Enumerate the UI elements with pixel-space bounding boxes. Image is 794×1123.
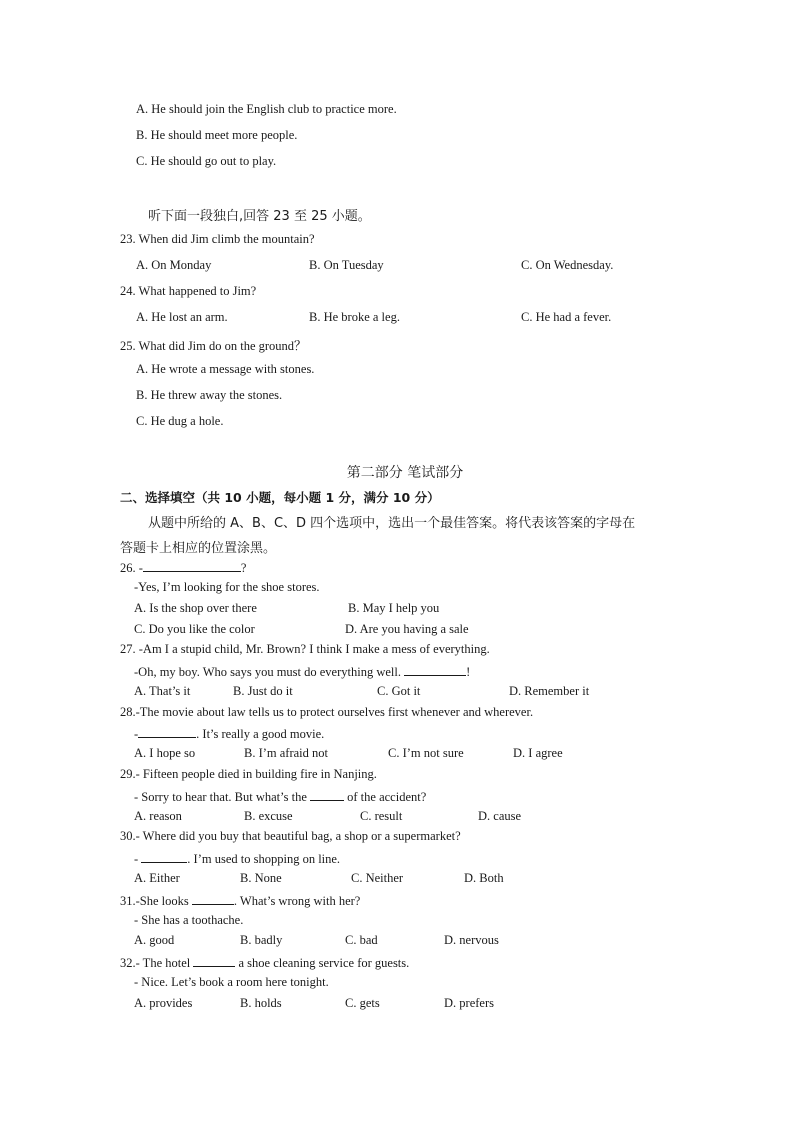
answer-blank (193, 954, 235, 967)
question-31-line1-post: . What’s wrong with her? (233, 894, 361, 908)
question-28-line1: 28.-The movie about law tells us to protect ourselves first whenever and wherever. (120, 705, 534, 719)
answer-blank (143, 559, 241, 572)
part2-title: 第二部分 笔试部分 (346, 465, 464, 481)
option-prev-b: B. He should meet more people. (136, 128, 298, 142)
question-30-line2-post: . I’m used to shopping on line. (187, 852, 341, 866)
question-25-option-a: A. He wrote a message with stones. (136, 362, 315, 376)
question-28-line2-pre: - (134, 727, 139, 741)
question-30-line2-pre: - (134, 852, 139, 866)
question-30-option-d: D. Both (464, 871, 504, 885)
question-27-line1: 27. -Am I a stupid child, Mr. Brown? I think I make a mess of everything. (120, 642, 490, 656)
answer-blank (310, 788, 344, 801)
question-29-option-d: D. cause (478, 809, 522, 823)
answer-blank (192, 892, 234, 905)
question-26-line2: -Yes, I’m looking for the shoe stores. (134, 580, 320, 594)
question-24-option-b: B. He broke a leg. (309, 310, 400, 324)
question-27-line2-text: -Oh, my boy. Who says you must do everything well. (134, 665, 401, 679)
question-29-line2-post: of the accident? (347, 790, 427, 804)
question-23-option-c: C. On Wednesday. (521, 258, 614, 272)
question-27-option-d: D. Remember it (509, 684, 590, 698)
question-27-option-b: B. Just do it (233, 684, 293, 698)
answer-blank (141, 850, 187, 863)
option-prev-c: C. He should go out to play. (136, 154, 277, 168)
question-31-option-b: B. badly (240, 933, 283, 947)
question-29-line2 (134, 788, 426, 805)
question-28-line2-post: . It’s really a good movie. (196, 727, 325, 741)
question-26-number: 26. - (120, 561, 143, 575)
question-28-line2 (134, 725, 324, 742)
answer-blank (404, 663, 466, 676)
question-26-option-c: C. Do you like the color (134, 622, 255, 636)
question-29-option-b: B. excuse (244, 809, 293, 823)
question-32-option-c: C. gets (345, 996, 380, 1010)
question-28-option-d: D. I agree (513, 746, 563, 760)
section2-heading: 二、选择填空（共 10 小题，每小题 1 分，满分 10 分） (120, 490, 440, 505)
question-26-end: ? (240, 561, 247, 575)
question-25-option-c: C. He dug a hole. (136, 414, 224, 428)
question-31-line1 (120, 892, 360, 909)
question-29-line1: 29.- Fifteen people died in building fire in Nanjing. (120, 767, 377, 781)
question-27-option-c: C. Got it (377, 684, 421, 698)
question-31-line1-pre: 31.-She looks (120, 894, 189, 908)
answer-blank (138, 725, 196, 738)
section2-instructions-line2: 答题卡上相应的位置涂黑。 (120, 541, 277, 556)
question-32-line2: - Nice. Let’s book a room here tonight. (134, 975, 329, 989)
question-23-option-b: B. On Tuesday (309, 258, 384, 272)
question-28-option-a: A. I hope so (134, 746, 196, 760)
question-24-option-c: C. He had a fever. (521, 310, 612, 324)
question-30-line2 (134, 850, 340, 867)
monologue-intro: 听下面一段独白,回答 23 至 25 小题。 (148, 209, 371, 224)
question-27-option-a: A. That’s it (134, 684, 191, 698)
question-29-option-a: A. reason (134, 809, 182, 823)
question-32-option-d: D. prefers (444, 996, 494, 1010)
question-26-option-b: B. May I help you (348, 601, 440, 615)
question-27-line2 (134, 663, 470, 680)
question-25-option-b: B. He threw away the stones. (136, 388, 283, 402)
question-28-option-c: C. I’m not sure (388, 746, 464, 760)
option-prev-a: A. He should join the English club to practice more. (136, 102, 397, 116)
question-24-stem: 24. What happened to Jim? (120, 284, 257, 298)
question-32-option-a: A. provides (134, 996, 193, 1010)
question-32-option-b: B. holds (240, 996, 282, 1010)
question-25-stem: 25. What did Jim do on the ground？ (120, 339, 307, 353)
question-30-line1: 30.- Where did you buy that beautiful bag, a shop or a supermarket? (120, 829, 461, 843)
question-31-option-c: C. bad (345, 933, 378, 947)
question-32-line1-pre: 32.- The hotel (120, 956, 191, 970)
question-29-line2-pre: - Sorry to hear that. But what’s the (134, 790, 307, 804)
question-31-option-d: D. nervous (444, 933, 499, 947)
question-30-option-c: C. Neither (351, 871, 404, 885)
question-30-option-b: B. None (240, 871, 282, 885)
question-24-option-a: A. He lost an arm. (136, 310, 228, 324)
question-31-line2: - She has a toothache. (134, 913, 244, 927)
question-32-line1-post: a shoe cleaning service for guests. (238, 956, 410, 970)
question-32-line1 (120, 954, 409, 971)
question-31-option-a: A. good (134, 933, 175, 947)
question-23-option-a: A. On Monday (136, 258, 212, 272)
question-27-line2-end: ! (466, 665, 471, 679)
question-26-line1 (120, 559, 246, 576)
question-26-option-a: A. Is the shop over there (134, 601, 257, 615)
question-26-option-d: D. Are you having a sale (345, 622, 469, 636)
question-30-option-a: A. Either (134, 871, 180, 885)
question-29-option-c: C. result (360, 809, 403, 823)
question-23-stem: 23. When did Jim climb the mountain? (120, 232, 315, 246)
section2-instructions-line1: 从题中所给的 A、B、C、D 四个选项中，选出一个最佳答案。将代表该答案的字母在 (148, 516, 636, 531)
question-28-option-b: B. I’m afraid not (244, 746, 329, 760)
